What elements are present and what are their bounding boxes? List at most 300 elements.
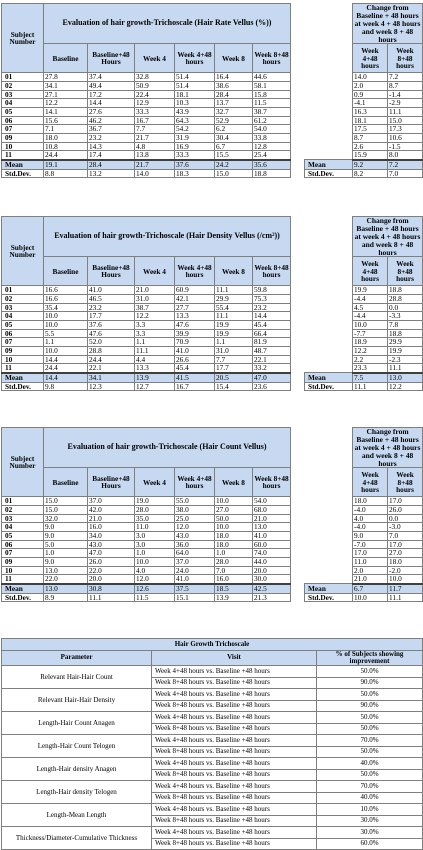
value-cell: 11.1 [88, 593, 135, 602]
value-cell: 28.0 [215, 557, 253, 566]
value-cell: 21.0 [253, 514, 291, 523]
column-header: Week 4+48 hours [175, 44, 215, 73]
value-cell: 13.7 [215, 99, 253, 108]
value-cell: 15.0 [44, 497, 88, 506]
value-cell: 42.1 [175, 295, 215, 304]
parameter-cell: Relevant Hair-Hair Density [2, 689, 152, 712]
value-cell: 9.8 [44, 382, 88, 391]
column-header: Week 4 [135, 44, 175, 73]
column-header: Week 4 [135, 468, 175, 497]
change-column-header: Week 8+48 hours [388, 468, 423, 497]
value-cell: 1.1 [215, 338, 253, 347]
value-cell: 11.5 [253, 99, 291, 108]
value-cell: 36.7 [88, 125, 135, 134]
change-cell: 11.7 [388, 584, 423, 593]
value-cell: 21.7 [135, 133, 175, 142]
value-cell: 27.8 [44, 73, 88, 82]
blank-cell [305, 557, 353, 566]
column-header: Week 4 [135, 257, 175, 286]
value-cell: 15.1 [175, 593, 215, 602]
blank-cell [305, 99, 353, 108]
value-cell: 16.4 [215, 73, 253, 82]
value-cell: 54.2 [175, 125, 215, 134]
value-cell: 27.1 [44, 90, 88, 99]
value-cell: 27.6 [88, 108, 135, 117]
parameter-cell: Length-Hair density Telogen [2, 781, 152, 804]
parameter-cell: Thickness/Diameter-Cumulative Thickness [2, 827, 152, 850]
subject-id: 09 [2, 346, 44, 355]
value-cell: 7.0 [215, 566, 253, 575]
change-cell: 7.0 [388, 532, 423, 541]
column-header: Week 8 [215, 257, 253, 286]
value-cell: 59.8 [253, 286, 291, 295]
percent-cell: 90.0% [317, 700, 423, 712]
visit-cell: Week 8+48 hours vs. Baseline +48 hours [152, 677, 317, 689]
visit-cell: Week 8+48 hours vs. Baseline +48 hours [152, 769, 317, 781]
stats-table-block-3 [1, 427, 422, 602]
change-cell: 0.9 [353, 90, 388, 99]
value-cell: 6.7 [215, 142, 253, 151]
value-cell: 1.0 [215, 549, 253, 558]
visit-cell: Week 4+48 hours vs. Baseline +48 hours [152, 827, 317, 839]
blank-cell [305, 468, 353, 497]
blank-cell [305, 338, 353, 347]
visit-cell: Week 8+48 hours vs. Baseline +48 hours [152, 838, 317, 850]
change-cell: -4.0 [353, 506, 388, 515]
table-gap [291, 428, 305, 602]
change-cell: -7.0 [353, 540, 388, 549]
subject-id: 07 [2, 549, 44, 558]
change-cell: 11.0 [353, 557, 388, 566]
value-cell: 18.0 [44, 133, 88, 142]
value-cell: 64.0 [175, 549, 215, 558]
value-cell: 17.7 [215, 364, 253, 373]
change-cell: -4.0 [353, 523, 388, 532]
value-cell: 14.4 [44, 355, 88, 364]
value-cell: 46.2 [88, 116, 135, 125]
value-cell: 3.3 [135, 321, 175, 330]
parameter-header: Parameter [2, 650, 152, 666]
value-cell: 27.0 [215, 506, 253, 515]
summary-row [2, 758, 423, 770]
change-header: Change from Baseline + 48 hours at week 4 + 48 hours and week 8 + 48 hours [353, 4, 423, 44]
change-cell: 15.0 [388, 116, 423, 125]
value-cell: 28.4 [215, 90, 253, 99]
value-cell: 12.6 [135, 584, 175, 593]
subject-id: 05 [2, 321, 44, 330]
blank-cell [305, 523, 353, 532]
value-cell: 33.8 [253, 133, 291, 142]
summary-row [2, 781, 423, 793]
change-cell: 0.0 [388, 514, 423, 523]
blank-cell [305, 142, 353, 151]
blank-cell [305, 90, 353, 99]
change-cell: 19.9 [353, 286, 388, 295]
value-cell: 31.0 [215, 346, 253, 355]
value-cell: 30.8 [88, 584, 135, 593]
summary-table [1, 638, 423, 850]
column-header: Baseline [44, 257, 88, 286]
percent-cell: 70.0% [317, 781, 423, 793]
table-row [2, 108, 423, 117]
blank-cell [305, 44, 353, 73]
value-cell: 37.0 [88, 497, 135, 506]
value-cell: 4.0 [135, 566, 175, 575]
value-cell: 11.1 [215, 286, 253, 295]
percent-cell: 40.0% [317, 792, 423, 804]
value-cell: 68.0 [253, 506, 291, 515]
subject-id: 06 [2, 540, 44, 549]
table-row [2, 151, 423, 160]
mean-gap-header [305, 428, 353, 468]
mean-row-label: Mean [2, 373, 44, 382]
blank-cell [305, 549, 353, 558]
value-cell: 9.0 [44, 523, 88, 532]
value-cell: 23.2 [253, 303, 291, 312]
value-cell: 16.0 [88, 523, 135, 532]
value-cell: 37.4 [88, 73, 135, 82]
value-cell: 1.1 [44, 338, 88, 347]
value-cell: 32.7 [215, 108, 253, 117]
change-cell: 0.0 [388, 303, 423, 312]
subject-id: 02 [2, 82, 44, 91]
summary-header-row [2, 650, 423, 666]
value-cell: 54.0 [253, 125, 291, 134]
change-cell: 4.5 [353, 303, 388, 312]
blank-cell [305, 321, 353, 330]
change-cell: 8.0 [388, 151, 423, 160]
subject-id: 03 [2, 303, 44, 312]
change-cell: 7.2 [388, 160, 423, 169]
percent-cell: 50.0% [317, 746, 423, 758]
change-cell: 21.0 [353, 575, 388, 584]
blank-cell [305, 295, 353, 304]
percent-cell: 50.0% [317, 769, 423, 781]
value-cell: 10.0 [44, 346, 88, 355]
std-dev-row-label-right: Std.Dev. [305, 169, 353, 178]
value-cell: 12.3 [88, 382, 135, 391]
mean-gap-header [305, 4, 353, 44]
change-cell: 17.5 [353, 125, 388, 134]
value-cell: 47.6 [175, 321, 215, 330]
subject-id: 11 [2, 364, 44, 373]
change-cell: 15.9 [353, 151, 388, 160]
value-cell: 1.1 [135, 338, 175, 347]
value-cell: 6.2 [215, 125, 253, 134]
value-cell: 16.0 [215, 575, 253, 584]
change-cell: 8.7 [388, 82, 423, 91]
value-cell: 9.0 [44, 532, 88, 541]
change-cell: -1.4 [388, 90, 423, 99]
percent-cell: 50.0% [317, 666, 423, 678]
value-cell: 74.0 [253, 549, 291, 558]
change-cell: -1.5 [388, 142, 423, 151]
value-cell: 8.8 [44, 169, 88, 178]
mean-row [2, 373, 423, 382]
subject-id: 09 [2, 133, 44, 142]
value-cell: 64.3 [175, 116, 215, 125]
value-cell: 42.0 [88, 506, 135, 515]
table-row [2, 557, 423, 566]
change-cell: 10.6 [388, 133, 423, 142]
change-column-header: Week 8+48 hours [388, 257, 423, 286]
value-cell: 21.7 [135, 160, 175, 169]
subject-id: 06 [2, 329, 44, 338]
value-cell: 41.0 [175, 346, 215, 355]
mean-row [2, 160, 423, 169]
column-header: Week 4+48 hours [175, 468, 215, 497]
value-cell: 25.4 [253, 151, 291, 160]
change-cell: 12.2 [388, 382, 423, 391]
subject-id: 03 [2, 514, 44, 523]
value-cell: 52.9 [215, 116, 253, 125]
value-cell: 24.4 [44, 151, 88, 160]
value-cell: 14.0 [135, 169, 175, 178]
percent-cell: 50.0% [317, 712, 423, 724]
change-cell: 18.0 [353, 497, 388, 506]
percent-cell: 50.0% [317, 723, 423, 735]
value-cell: 37.6 [175, 160, 215, 169]
value-cell: 58.1 [253, 82, 291, 91]
value-cell: 22.1 [253, 355, 291, 364]
change-cell: 18.0 [388, 557, 423, 566]
value-cell: 12.9 [135, 99, 175, 108]
value-cell: 24.4 [88, 355, 135, 364]
value-cell: 49.4 [88, 82, 135, 91]
value-cell: 16.6 [44, 295, 88, 304]
value-cell: 44.0 [253, 557, 291, 566]
change-cell: 11.1 [388, 593, 423, 602]
value-cell: 22.1 [88, 364, 135, 373]
column-header: Baseline+48 Hours [88, 257, 135, 286]
subject-id: 11 [2, 151, 44, 160]
summary-row [2, 804, 423, 816]
value-cell: 38.7 [135, 303, 175, 312]
percent-cell: 50.0% [317, 689, 423, 701]
value-cell: 21.3 [253, 593, 291, 602]
change-cell: 2.2 [353, 355, 388, 364]
blank-cell [305, 532, 353, 541]
value-cell: 55.0 [175, 497, 215, 506]
value-cell: 39.9 [175, 329, 215, 338]
subject-id: 07 [2, 338, 44, 347]
change-cell: 8.2 [353, 169, 388, 178]
visit-cell: Week 4+48 hours vs. Baseline +48 hours [152, 781, 317, 793]
value-cell: 4.4 [135, 355, 175, 364]
value-cell: 41.0 [175, 575, 215, 584]
table-row [2, 82, 423, 91]
value-cell: 18.0 [215, 540, 253, 549]
stats-table-block-2 [1, 216, 422, 391]
value-cell: 51.4 [175, 73, 215, 82]
value-cell: 33.2 [253, 364, 291, 373]
value-cell: 13.2 [88, 169, 135, 178]
value-cell: 16.7 [175, 382, 215, 391]
value-cell: 23.6 [253, 382, 291, 391]
parameter-cell: Relevant Hair-Hair Count [2, 666, 152, 689]
value-cell: 23.2 [88, 133, 135, 142]
column-header: Week 8+48 hours [253, 44, 291, 73]
change-cell: 27.0 [388, 549, 423, 558]
change-cell: 18.1 [353, 116, 388, 125]
column-header: Week 4+48 hours [175, 257, 215, 286]
percent-cell: 30.0% [317, 815, 423, 827]
change-cell: 6.7 [353, 584, 388, 593]
value-cell: 14.3 [88, 142, 135, 151]
parameter-cell: Length-Hair density Anagen [2, 758, 152, 781]
value-cell: 31.0 [135, 295, 175, 304]
value-cell: 50.0 [215, 514, 253, 523]
parameter-cell: Length-Hair Count Anagen [2, 712, 152, 735]
value-cell: 47.0 [253, 373, 291, 382]
column-header: Week 8 [215, 44, 253, 73]
value-cell: 51.4 [175, 82, 215, 91]
column-header-row [2, 257, 423, 286]
value-cell: 27.7 [175, 303, 215, 312]
value-cell: 17.7 [88, 312, 135, 321]
stats-table-block-1 [1, 3, 422, 178]
summary-row [2, 666, 423, 678]
blank-cell [305, 514, 353, 523]
change-cell: 18.8 [388, 329, 423, 338]
subject-id: 02 [2, 295, 44, 304]
summary-title: Hair Growth Trichoscale [2, 639, 423, 651]
subject-id: 10 [2, 355, 44, 364]
value-cell: 38.0 [175, 506, 215, 515]
value-cell: 1.0 [44, 549, 88, 558]
change-cell: 18.9 [353, 338, 388, 347]
change-header: Change from Baseline + 48 hours at week 4 + 48 hours and week 8 + 48 hours [353, 428, 423, 468]
value-cell: 34.0 [88, 532, 135, 541]
value-cell: 9.0 [44, 557, 88, 566]
subject-id: 07 [2, 125, 44, 134]
value-cell: 15.4 [215, 382, 253, 391]
value-cell: 48.7 [253, 346, 291, 355]
value-cell: 7.7 [135, 125, 175, 134]
mean-row-label-right: Mean [305, 373, 353, 382]
value-cell: 13.0 [44, 584, 88, 593]
table-header-row [2, 4, 423, 44]
std-dev-row-label: Std.Dev. [2, 382, 44, 391]
change-cell: -7.7 [353, 329, 388, 338]
visit-cell: Week 4+48 hours vs. Baseline +48 hours [152, 689, 317, 701]
blank-cell [305, 329, 353, 338]
blank-cell [305, 108, 353, 117]
change-cell: 9.0 [353, 532, 388, 541]
value-cell: 13.3 [135, 364, 175, 373]
value-cell: 29.9 [215, 295, 253, 304]
value-cell: 13.0 [44, 566, 88, 575]
value-cell: 43.0 [175, 532, 215, 541]
std-dev-row-label-right: Std.Dev. [305, 382, 353, 391]
summary-row [2, 689, 423, 701]
value-cell: 36.0 [175, 540, 215, 549]
mean-row-label: Mean [2, 160, 44, 169]
value-cell: 28.0 [135, 506, 175, 515]
value-cell: 24.4 [44, 364, 88, 373]
subject-id: 05 [2, 108, 44, 117]
subject-id: 02 [2, 506, 44, 515]
value-cell: 3.0 [135, 532, 175, 541]
column-header: Week 8+48 hours [253, 468, 291, 497]
value-cell: 45.4 [175, 364, 215, 373]
subject-id: 01 [2, 286, 44, 295]
value-cell: 3.3 [135, 329, 175, 338]
value-cell: 12.2 [135, 312, 175, 321]
change-cell: 13.0 [388, 373, 423, 382]
change-cell: 17.0 [353, 549, 388, 558]
value-cell: 35.6 [253, 160, 291, 169]
column-header: Baseline [44, 468, 88, 497]
std-dev-row [2, 169, 423, 178]
value-cell: 28.4 [88, 160, 135, 169]
value-cell: 10.3 [175, 99, 215, 108]
value-cell: 17.4 [88, 151, 135, 160]
subject-id: 10 [2, 566, 44, 575]
value-cell: 1.0 [135, 549, 175, 558]
value-cell: 23.2 [88, 303, 135, 312]
value-cell: 24.2 [215, 160, 253, 169]
column-header-row [2, 44, 423, 73]
value-cell: 12.8 [253, 142, 291, 151]
change-cell: -2.9 [388, 99, 423, 108]
value-cell: 14.1 [44, 108, 88, 117]
blank-cell [305, 82, 353, 91]
table-row [2, 346, 423, 355]
blank-cell [305, 116, 353, 125]
percent-cell: 60.0% [317, 838, 423, 850]
value-cell: 16.7 [135, 116, 175, 125]
summary-row [2, 827, 423, 839]
blank-cell [305, 506, 353, 515]
value-cell: 32.0 [44, 514, 88, 523]
column-header-row [2, 468, 423, 497]
visit-cell: Week 8+48 hours vs. Baseline +48 hours [152, 700, 317, 712]
percent-cell: 90.0% [317, 677, 423, 689]
table-title: Evaluation of hair growth-Trichoscale (Hair Rate Vellus (%)) [44, 4, 291, 44]
value-cell: 25.0 [175, 514, 215, 523]
value-cell: 34.1 [88, 373, 135, 382]
value-cell: 19.1 [44, 160, 88, 169]
change-cell: 2.0 [353, 566, 388, 575]
value-cell: 15.0 [215, 169, 253, 178]
value-cell: 50.9 [135, 82, 175, 91]
change-cell: 2.0 [353, 82, 388, 91]
change-cell: 16.3 [353, 108, 388, 117]
value-cell: 13.3 [175, 312, 215, 321]
value-cell: 33.3 [135, 108, 175, 117]
table-row [2, 364, 423, 373]
column-header: Week 8+48 hours [253, 257, 291, 286]
subject-id: 04 [2, 312, 44, 321]
visit-cell: Week 4+48 hours vs. Baseline +48 hours [152, 712, 317, 724]
change-cell: 2.6 [353, 142, 388, 151]
value-cell: 60.9 [175, 286, 215, 295]
visit-cell: Week 8+48 hours vs. Baseline +48 hours [152, 815, 317, 827]
table-header-row [2, 217, 423, 257]
change-cell: 7.0 [388, 169, 423, 178]
percent-cell: 70.0% [317, 735, 423, 747]
parameter-cell: Length-Mean Length [2, 804, 152, 827]
table-title: Evaluation of hair growth-Trichoscale (Hair Density Vellus (/cm²)) [44, 217, 291, 257]
value-cell: 11.5 [135, 593, 175, 602]
summary-body [2, 666, 423, 850]
change-cell: 26.0 [388, 506, 423, 515]
visit-cell: Week 4+48 hours vs. Baseline +48 hours [152, 758, 317, 770]
blank-cell [305, 497, 353, 506]
value-cell: 30.0 [253, 575, 291, 584]
value-cell: 35.4 [44, 303, 88, 312]
